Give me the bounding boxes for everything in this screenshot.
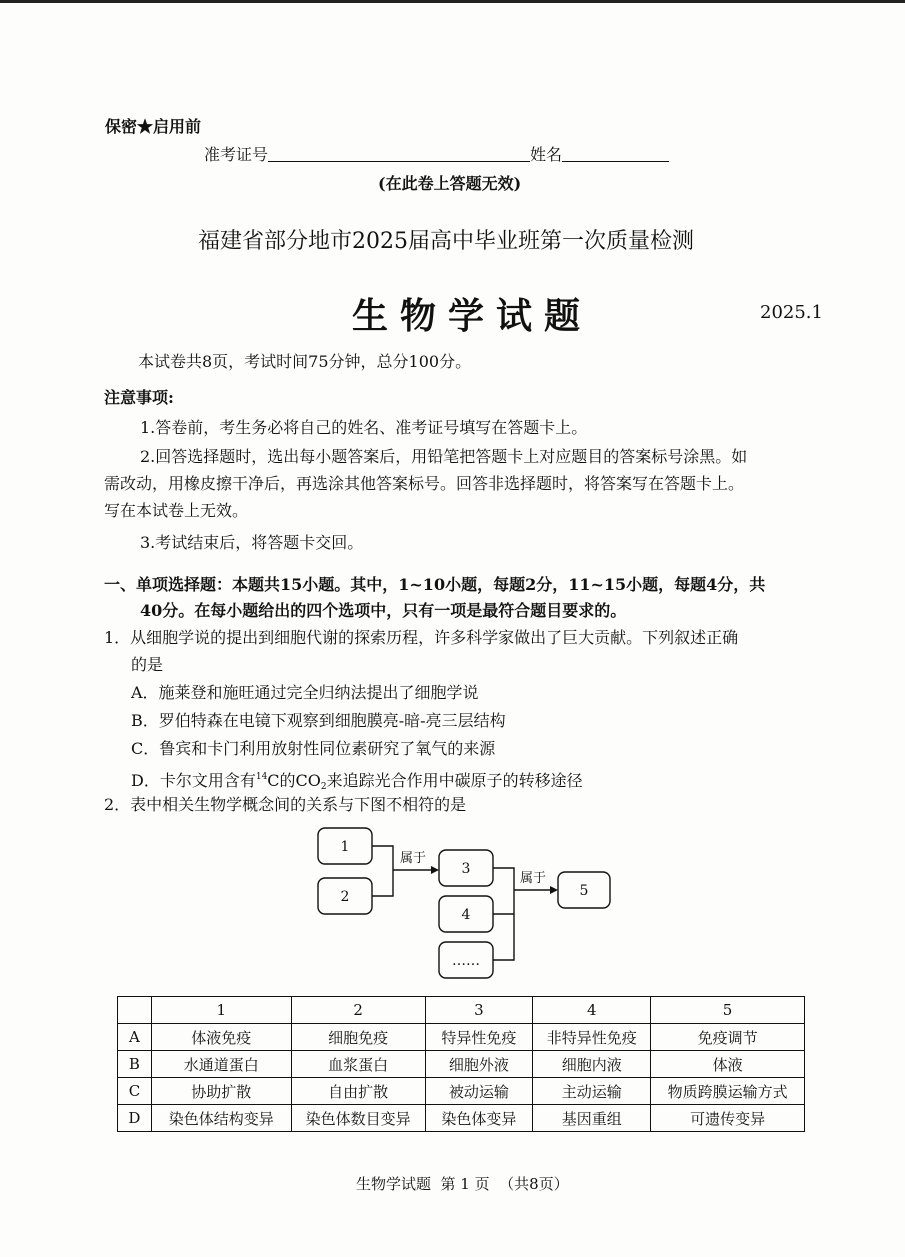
diagram-label-3: 3 [461,861,471,877]
q1-option-d-middle: C的CO [267,771,321,790]
diagram-label-1: 1 [340,839,350,855]
table-cell: 细胞外液 [425,1051,533,1078]
answer-invalid-notice: (在此卷上答题无效) [378,174,522,193]
table-cell: B [118,1051,152,1078]
exam-date: 2025.1 [760,302,823,323]
concept-relationship-diagram [300,820,630,990]
q1-stem-line-2: 的是 [131,655,164,674]
q2-stem: 2．表中相关生物学概念间的关系与下图不相符的是 [104,795,467,814]
table-cell: 特异性免疫 [425,1024,533,1051]
table-row [118,1024,805,1051]
table-cell: 非特异性免疫 [533,1024,651,1051]
table-header-row [118,997,805,1024]
table-cell: 基因重组 [533,1105,651,1132]
bracket-1-2 [372,846,393,896]
page-footer: 生物学试题 第 1 页 （共8页） [356,1175,569,1193]
name-blank [562,145,669,162]
isotope-superscript: 14 [255,772,268,782]
q1-option-d [131,767,583,797]
diagram-label-5: 5 [579,883,589,899]
q2-concept-table [117,996,805,1132]
q1-option-d-suffix: 来追踪光合作用中碳原子的转移途径 [326,771,583,790]
q1-option-a: A．施莱登和施旺通过完全归纳法提出了细胞学说 [131,683,479,702]
exam-number-field [204,145,669,165]
table-cell: 物质跨膜运输方式 [651,1078,805,1105]
subject-title: 生物学试题 [352,295,593,337]
table-cell: 主动运输 [533,1078,651,1105]
table-cell: 协助扩散 [151,1078,291,1105]
arrow-1-label: 属于 [399,851,427,866]
confidential-label: 保密★启用前 [105,117,202,136]
table-cell: 自由扩散 [291,1078,425,1105]
table-cell: 染色体数目变异 [291,1105,425,1132]
note-item-2-line-3: 写在本试卷上无效。 [104,501,249,520]
q1-option-c: C．鲁宾和卡门利用放射性同位素研究了氧气的来源 [131,739,496,758]
note-item-2-line-1: 2.回答选择题时，选出每小题答案后，用铅笔把答题卡上对应题目的答案标号涂黑。如 [140,447,748,466]
table-row [118,1078,805,1105]
q1-option-d-prefix: D．卡尔文用含有 [131,771,256,790]
table-row [118,1051,805,1078]
name-label: 姓名 [530,145,563,164]
table-cell: 水通道蛋白 [151,1051,291,1078]
table-header-cell: 4 [533,997,651,1024]
notes-heading: 注意事项: [104,388,174,407]
note-item-3: 3.考试结束后，将答题卡交回。 [140,533,364,552]
table-cell: 染色体结构变异 [151,1105,291,1132]
table-cell: 可遗传变异 [651,1105,805,1132]
table-cell: 体液 [651,1051,805,1078]
note-item-1: 1.答卷前，考生务必将自己的姓名、准考证号填写在答题卡上。 [140,418,588,437]
table-cell: C [118,1078,152,1105]
diagram-label-more: …… [452,953,480,969]
arrow-2-label: 属于 [519,871,547,886]
table-cell: 细胞免疫 [291,1024,425,1051]
table-header-cell: 3 [425,997,533,1024]
diagram-label-4: 4 [461,907,471,923]
exam-number-blank [268,145,530,162]
table-cell: 体液免疫 [151,1024,291,1051]
table-cell: 染色体变异 [425,1105,533,1132]
q1-option-b: B．罗伯特森在电镜下观察到细胞膜亮-暗-亮三层结构 [131,711,506,730]
table-header-cell: 1 [151,997,291,1024]
region-exam-title: 福建省部分地市2025届高中毕业班第一次质量检测 [198,229,694,254]
arrow-1-head [431,866,439,874]
exam-number-label: 准考证号 [204,145,269,164]
table-cell: 免疫调节 [651,1024,805,1051]
table-cell: 被动运输 [425,1078,533,1105]
table-cell: 血浆蛋白 [291,1051,425,1078]
table-cell: A [118,1024,152,1051]
table-header-cell: 5 [651,997,805,1024]
table-header-cell: 2 [291,997,425,1024]
table-cell: D [118,1105,152,1132]
diagram-label-2: 2 [340,889,350,905]
top-border-line [0,0,905,3]
table-header-cell [118,997,152,1024]
section-1-heading-line-1: 一、单项选择题：本题共15小题。其中，1~10小题，每题2分，11~15小题，每题4分，共 [104,575,766,594]
q1-stem-line-1: 1．从细胞学说的提出到细胞代谢的探索历程，许多科学家做出了巨大贡献。下列叙述正确 [104,628,739,647]
intro-text: 本试卷共8页，考试时间75分钟，总分100分。 [138,352,472,371]
arrow-2-head [550,886,558,894]
table-row [118,1105,805,1132]
section-1-heading-line-2: 40分。在每小题给出的四个选项中，只有一项是最符合题目要求的。 [140,601,627,620]
note-item-2-line-2: 需改动，用橡皮擦干净后，再选涂其他答案标号。回答非选择题时，将答案写在答题卡上。 [104,474,745,493]
co2-subscript: 2 [320,782,327,792]
table-cell: 细胞内液 [533,1051,651,1078]
